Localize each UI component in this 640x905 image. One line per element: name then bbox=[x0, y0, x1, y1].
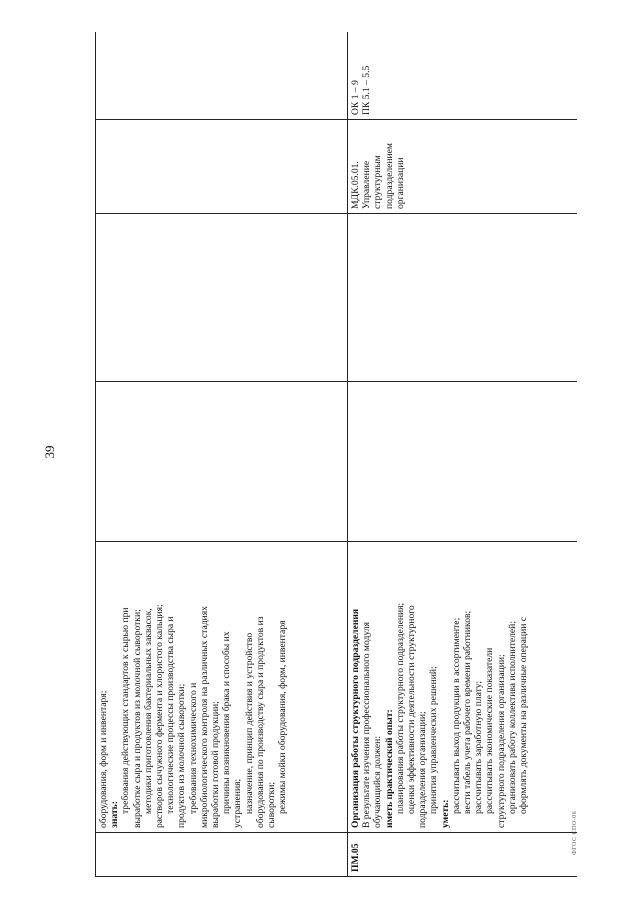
text-line: выработки готовой продукции; bbox=[210, 701, 222, 828]
text-line: ОК 1 – 9 bbox=[350, 80, 361, 115]
page-number: 39 bbox=[42, 445, 57, 459]
module-code-cell-empty bbox=[96, 833, 348, 877]
text-line: рассчитывать выход продукции в ассортименте; bbox=[450, 617, 462, 814]
curriculum-table bbox=[95, 32, 577, 877]
rotated-table-wrapper bbox=[95, 32, 577, 877]
course-cell-empty bbox=[96, 120, 348, 214]
table-row-pm05 bbox=[348, 32, 578, 877]
content-cell-continued bbox=[96, 542, 348, 833]
text-line: растворов сычужного фермента и хлористого кальция; bbox=[154, 604, 166, 828]
module-code: ПМ.05 bbox=[348, 833, 578, 877]
text-line: продуктов из молочной сыворотки; bbox=[176, 683, 188, 828]
course-cell bbox=[348, 120, 578, 214]
hours-cell-empty-3 bbox=[348, 382, 578, 542]
text-line: выработке сыра и продуктов из молочной сыворотки; bbox=[131, 609, 143, 828]
course-lines bbox=[350, 124, 406, 209]
text-line: требования технохимического и bbox=[187, 682, 199, 814]
competency-cell bbox=[348, 32, 578, 120]
competency-lines bbox=[350, 36, 372, 115]
text-line: вести табель учета рабочего времени работников; bbox=[462, 610, 474, 814]
text-line: ПК 5.1 – 5.5 bbox=[361, 65, 373, 115]
text-line: причины возникновения брака и способы их bbox=[221, 631, 233, 814]
text-line: оборудования по производству сыра и продуктов из bbox=[254, 616, 266, 828]
competency-cell-empty bbox=[96, 32, 348, 120]
text-line: уметь: bbox=[439, 799, 451, 828]
text-line: Управление bbox=[361, 160, 373, 209]
table-row-continued bbox=[96, 32, 348, 877]
hours-cell-empty-1 bbox=[96, 382, 348, 542]
hours-cell-empty-2 bbox=[96, 214, 348, 382]
text-line: подразделения организации; bbox=[417, 711, 429, 828]
text-line: технологические процессы производства сыра и bbox=[165, 616, 177, 814]
text-line: требования действующих стандартов к сырью при bbox=[120, 607, 132, 814]
text-line: микробиологического контроля на различных стадиях bbox=[198, 606, 210, 828]
text-line: структурного подразделения организации; bbox=[495, 654, 507, 828]
text-line: назначение, принцип действия и устройство bbox=[243, 632, 255, 814]
text-line: структурным bbox=[372, 155, 384, 209]
text-line: обучающийся должен: bbox=[372, 736, 384, 828]
text-line: подразделением bbox=[383, 143, 395, 209]
text-line: рассчитывать заработную плату; bbox=[473, 680, 485, 814]
text-line: режимы мойки оборудования, форм, инвентаря bbox=[277, 620, 289, 814]
text-line: устранения; bbox=[232, 778, 244, 828]
content-lines bbox=[350, 546, 529, 828]
text-line: оценки эффективности деятельности структурного bbox=[406, 605, 418, 814]
hours-cell-empty-4 bbox=[348, 214, 578, 382]
content-cell-pm05 bbox=[348, 542, 578, 833]
text-line: рассчитывать экономические показатели bbox=[484, 647, 496, 814]
side-code: ФГОС СПО-06 bbox=[572, 810, 578, 855]
text-line: планирования работы структурного подразделения; bbox=[394, 602, 406, 814]
text-line: МДК.05.01. bbox=[350, 161, 361, 209]
text-line: организации bbox=[394, 157, 406, 209]
rotated-table-frame bbox=[95, 32, 577, 877]
text-line: В результате изучения профессионального модуля bbox=[361, 622, 373, 828]
text-line: оформлять документы на различные операции с bbox=[518, 617, 530, 814]
text-line: иметь практический опыт: bbox=[383, 709, 395, 828]
text-line: Организация работы структурного подразделения bbox=[350, 608, 361, 828]
content-lines bbox=[98, 546, 288, 828]
text-line: организовать работу коллектива исполнителей; bbox=[506, 621, 518, 814]
text-line: оборудования, форм и инвентаря; bbox=[98, 690, 109, 828]
text-line: принятия управленческих решений; bbox=[428, 666, 440, 814]
text-line: сыворотки; bbox=[266, 781, 278, 828]
text-line: методики приготовления бактериальных заквасок, bbox=[142, 608, 154, 814]
text-line: знать: bbox=[109, 801, 121, 828]
